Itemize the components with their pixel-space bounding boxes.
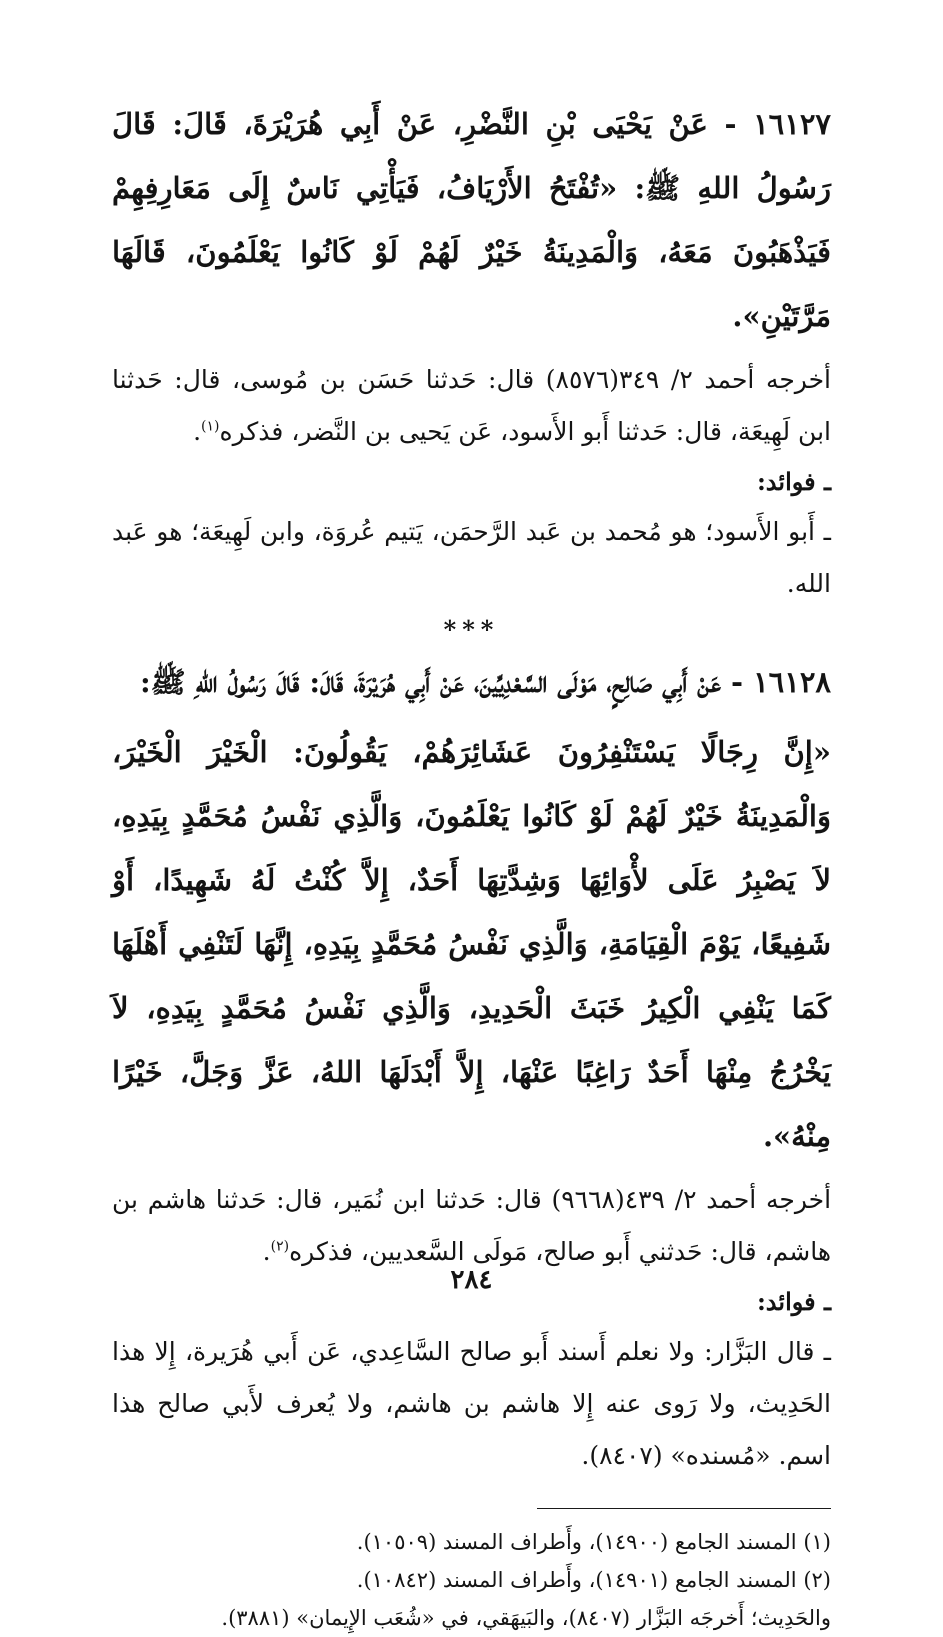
footnote-1: (١) المسند الجامع (١٤٩٠٠)، وأَطراف المسند (١٠٥٠٩). (356, 1530, 831, 1554)
takhrij-text: أخرجه أحمد ٢/ ٣٤٩(٨٥٧٦) قال: حَدثنا حَسَن بن مُوسى، قال: حَدثنا ابن لَهِيعَة، قال: حَدثنا أَبو الأَسود، عَن يَحيى بن النَّضر، فذكره (112, 365, 831, 446)
hadith-line: ١٦١٢٧ - عَنْ يَحْيَى بْنِ النَّضْرِ، عَنْ أَبِي هُرَيْرَةَ، قَالَ: قَالَ رَسُولُ اللهِ ﷺ: (112, 107, 831, 205)
hadith-16128 (112, 650, 831, 1482)
hadith-16127 (112, 92, 831, 610)
footnotes (112, 1523, 831, 1637)
hadith-text (112, 92, 831, 348)
hadith-text: «إِنَّ رِجَالًا يَسْتَنْفِرُونَ عَشَائِرَهُمْ، يَقُولُونَ: الْخَيْرَ الْخَيْرَ، وَالْمَدِينَةُ خَيْرٌ لَهُمْ لَوْ كَانُوا يَعْلَمُونَ، وَالَّذِي نَفْسُ مُحَمَّدٍ بِيَدِهِ، لاَ يَصْبِرُ عَلَى لأْوَائِهَا وَشِدَّتِهَا أَحَدٌ، إِلاَّ كُنْتُ لَهُ شَهِيدًا، أَوْ شَفِيعًا، يَوْمَ الْقِيَامَةِ، وَالَّذِي نَفْسُ مُحَمَّدٍ بِيَدِهِ، إِنَّهَا لَتَنْفِي أَهْلَهَا كَمَا يَنْفِي الْكِيرُ خَبَثَ الْحَدِيدِ، وَالَّذِي نَفْسُ مُحَمَّدٍ بِيَدِهِ، لاَ يَخْرُجُ مِنْهَا أَحَدٌ رَاغِبًا عَنْهَا، إِلاَّ أَبْدَلَهَا اللهُ، عَزَّ وَجَلَّ، خَيْرًا مِنْهُ». (112, 735, 831, 1153)
takhrij-paragraph: أخرجه أحمد ٢/ ٣٤٩(٨٥٧٦) قال: حَدثنا حَسَن بن مُوسى، قال: حَدثنا ابن لَهِيعَة، قال: حَدثنا أَبو الأَسود، عَن يَحيى بن النَّضر، فذكره$^{(١)}$. (112, 365, 831, 446)
section-separator: *** (443, 615, 500, 644)
takhrij-text: أخرجه أحمد ٢/ ٤٣٩(٩٦٦٨) قال: حَدثنا ابن نُمَير، قال: حَدثنا هاشم بن هاشم، قال: حَدثني أَبو صالح، مَولَى السَّعديين، فذكره (112, 1185, 832, 1266)
hadith-heading: ١٦١٢٨ - عَنْ أَبِي صَالِحٍ، مَوْلَى السَّعْدِيِّينَ، عَنْ أَبِي هُرَيْرَةَ، قَالَ: قَالَ رَسُولُ اللهِ ﷺ: (139, 665, 831, 699)
footnote-ref: (٢) (270, 1238, 290, 1255)
fawaid-label: ـ فوائد: (756, 467, 831, 496)
footnote-2: (٢) المسند الجامع (١٤٩٠١)، وأَطراف المسند (١٠٨٤٢). (356, 1568, 831, 1592)
page-number: ٢٨٤ (450, 1265, 493, 1295)
footnote-ref: (١) (201, 418, 220, 435)
hadith-line: لَوْ كَانُوا يَعْلَمُونَ، قَالَهَا مَرَّتَيْنِ». (112, 235, 831, 333)
footnote-2-continued: والحَدِيث؛ أَخرجَه البَزَّار (٨٤٠٧)، والبَيهَقي، في «شُعَب الإِيمان» (٣٨٨١). (221, 1606, 831, 1630)
fawaid-item: ـ قال البَزَّار: ولا نعلم أَسند أَبو صالح السَّاعِدي، عَن أَبي هُرَيرة، إِلا هذا الحَدِيث، ولا رَوى عنه إِلا هاشم بن هاشم، ولا يُعرف لأَبي صالح هذا اسم. «مُسنده» (٨٤٠٧). (112, 1337, 831, 1470)
hadith-line: «تُفْتَحُ الأَرْيَافُ، فَيَأْتِي نَاسٌ إِلَى مَعَارِفِهِمْ فَيَذْهَبُونَ مَعَهُ، وَالْمَدِينَةُ خَيْرٌ لَهُمْ (112, 171, 831, 269)
takhrij-paragraph: أخرجه أحمد ٢/ ٤٣٩(٩٦٦٨) قال: حَدثنا ابن نُمَير، قال: حَدثنا هاشم بن هاشم، قال: حَدثني أَبو صالح، مَولَى السَّعديين، فذكره$^{(٢)}$. (112, 1185, 832, 1266)
footnote-divider (537, 1508, 831, 1509)
fawaid-item: ـ أَبو الأَسود؛ هو مُحمد بن عَبد الرَّحمَن، يَتيم عُروَة، وابن لَهِيعَة؛ هو عَبد الله. (112, 517, 831, 598)
fawaid-label: ـ فوائد: (756, 1287, 831, 1316)
